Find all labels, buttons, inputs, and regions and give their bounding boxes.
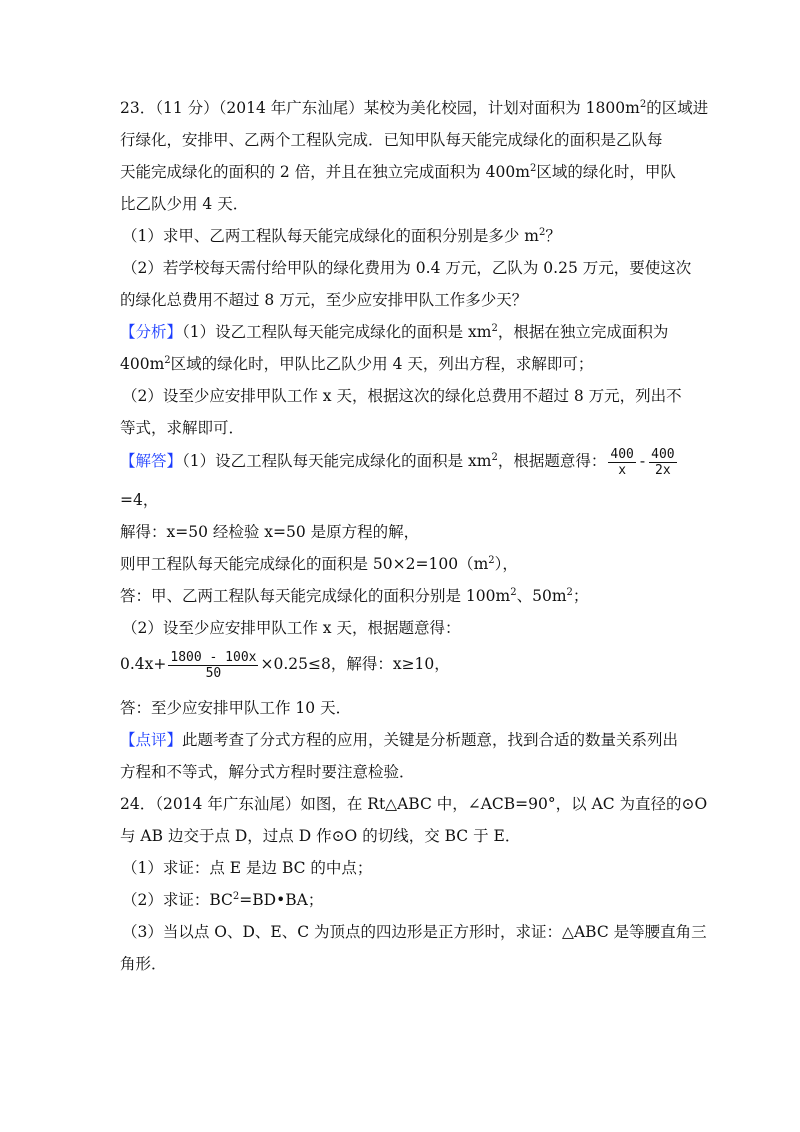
denominator: 50 — [205, 665, 222, 681]
text: （2）求证：BC — [122, 891, 233, 909]
q23-part-1 — [122, 224, 561, 248]
q23-line-1 — [120, 96, 708, 120]
superscript: 2 — [164, 355, 171, 366]
q24-part-2 — [122, 888, 323, 912]
superscript: 2 — [510, 587, 517, 598]
superscript: 2 — [566, 587, 573, 598]
text: 此题考查了分式方程的应用，关键是分析题意，找到合适的数量关系列出 — [182, 731, 679, 749]
text: ，根据题意得： — [497, 452, 607, 470]
analysis-tag: 【分析】 — [120, 323, 183, 341]
superscript: 2 — [488, 555, 495, 566]
answer-line-8: 答：至少应安排甲队工作 10 天． — [120, 699, 352, 717]
text: 区域的绿化时，甲队比乙队少用 4 天，列出方程，求解即可； — [170, 355, 594, 373]
q23-line-3 — [120, 160, 676, 184]
text: 400m — [120, 355, 165, 373]
denominator: x — [618, 462, 627, 478]
answer-line-6: （2）设至少应安排甲队工作 x 天，根据题意得： — [122, 619, 461, 637]
numerator: 1800 - 100x — [170, 649, 257, 665]
answer-line-1 — [120, 444, 679, 478]
q23-line-2: 行绿化，安排甲、乙两个工程队完成．已知甲队每天能完成绿化的面积是乙队每 — [120, 131, 663, 149]
superscript: 2 — [232, 891, 240, 902]
q23-part-2-line-1: （2）若学校每天需付给甲队的绿化费用为 0.4 万元，乙队为 0.25 万元，要使这次 — [122, 259, 692, 277]
superscript: 2 — [639, 99, 647, 110]
text: 、50m — [516, 587, 567, 605]
q24-part-1: （1）求证：点 E 是边 BC 的中点； — [122, 859, 373, 877]
analysis-line-2 — [120, 352, 593, 376]
inequality-line — [120, 646, 450, 682]
superscript: 2 — [539, 227, 546, 238]
text: ，根据在独立完成面积为 — [497, 323, 669, 341]
answer-tag: 【解答】 — [120, 452, 183, 470]
comment-line-1 — [120, 728, 678, 752]
text: ×0.25≤8，解得：x≥10， — [260, 655, 450, 673]
text: 0.4x+ — [120, 655, 167, 673]
q24-part-3-line-2: 角形． — [120, 955, 167, 973]
fraction-1800-minus-100x-over-50 — [168, 650, 258, 681]
answer-line-2: =4， — [120, 491, 159, 509]
denominator: 2x — [655, 462, 671, 478]
text: 天能完成绿化的面积的 2 倍，并且在独立完成面积为 400m — [120, 163, 530, 181]
fraction-400-over-x — [608, 447, 635, 478]
numerator: 400 — [651, 446, 675, 462]
q24-line-1: 24．（2014 年广东汕尾）如图，在 Rt△ABC 中，∠ACB=90°，以 AC 为直径的⊙O — [120, 795, 708, 813]
text: =BD•BA； — [239, 891, 324, 909]
text: ； — [572, 587, 589, 605]
analysis-line-4: 等式，求解即可． — [120, 419, 245, 437]
superscript: 2 — [529, 163, 537, 174]
numerator: 400 — [610, 446, 634, 462]
superscript: 2 — [491, 452, 498, 463]
answer-line-5 — [120, 584, 588, 608]
answer-line-3: 解得：x=50 经检验 x=50 是原方程的解， — [120, 523, 420, 541]
q24-part-3-line-1: （3）当以点 O、D、E、C 为顶点的四边形是正方形时，求证：△ABC 是等腰直角三 — [122, 923, 707, 941]
text: 答：甲、乙两工程队每天能完成绿化的面积分别是 100m — [120, 587, 511, 605]
text: 区域的绿化时，甲队 — [536, 163, 676, 181]
q24-line-2: 与 AB 边交于点 D，过点 D 作⊙O 的切线，交 BC 于 E． — [120, 827, 521, 845]
text: ）， — [494, 555, 518, 573]
q23-part-2-line-2: 的绿化总费用不超过 8 万元，至少应安排甲队工作多少天？ — [120, 291, 528, 309]
minus-sign: - — [639, 452, 646, 470]
fraction-400-over-2x — [649, 447, 676, 478]
text: （1）设乙工程队每天能完成绿化的面积是 xm — [182, 323, 492, 341]
text: （1）求甲、乙两工程队每天能完成绿化的面积分别是多少 m — [122, 227, 539, 245]
text: ？ — [545, 227, 561, 245]
text: 23．（11 分）（2014 年广东汕尾）某校为美化校园，计划对面积为 1800m — [120, 99, 640, 117]
text: （1）设乙工程队每天能完成绿化的面积是 xm — [182, 452, 492, 470]
answer-line-4 — [120, 552, 518, 576]
q23-line-4: 比乙队少用 4 天． — [120, 195, 249, 213]
analysis-line-3: （2）设至少应安排甲队工作 x 天，根据这次的绿化总费用不超过 8 万元，列出不 — [122, 387, 682, 405]
superscript: 2 — [491, 323, 498, 334]
text: 则甲工程队每天能完成绿化的面积是 50×2=100（m — [120, 555, 489, 573]
comment-tag: 【点评】 — [120, 731, 183, 749]
comment-line-2: 方程和不等式，解分式方程时要注意检验． — [120, 763, 415, 781]
text: 的区域进 — [646, 99, 709, 117]
analysis-line-1 — [120, 320, 668, 344]
